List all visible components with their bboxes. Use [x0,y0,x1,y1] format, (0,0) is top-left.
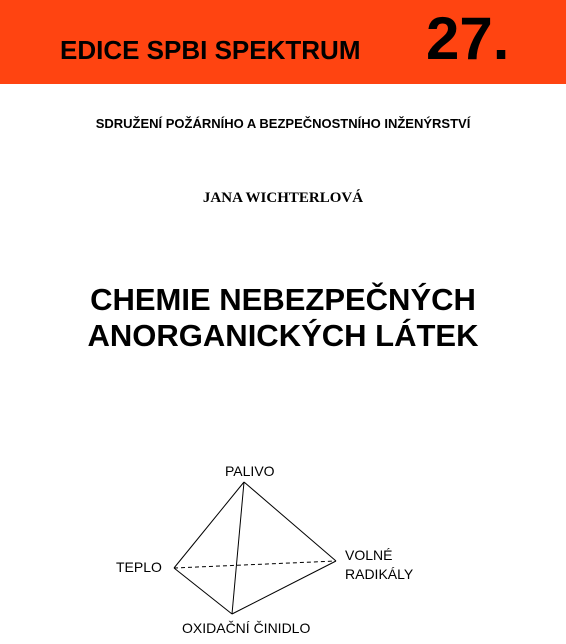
edge-top-left [174,482,244,568]
series-number: 27. [426,5,510,72]
label-volne: VOLNÉ [345,547,393,563]
label-radikaly: RADIKÁLY [345,566,414,582]
author-name: JANA WICHTERLOVÁ [202,190,364,206]
header-banner [0,0,566,84]
edge-left-bottom [174,568,232,614]
label-oxidacni-cinidlo: OXIDAČNÍ ČINIDLO [182,620,311,636]
fire-tetrahedron-diagram [0,440,566,644]
series-label: EDICE SPBI SPEKTRUM [60,35,361,65]
label-teplo: TEPLO [116,559,162,575]
edge-right-bottom [232,561,336,614]
edge-top-right [244,482,336,561]
edge-top-bottom [232,482,244,614]
book-title-line-2: ANORGANICKÝCH LÁTEK [87,318,479,353]
book-title-line-1: CHEMIE NEBEZPEČNÝCH [90,282,476,317]
edge-left-right-hidden [174,561,336,568]
book-title [0,282,566,354]
label-palivo: PALIVO [225,463,275,479]
organization-name: SDRUŽENÍ POŽÁRNÍHO A BEZPEČNOSTNÍHO INŽENÝRSTVÍ [95,116,471,131]
